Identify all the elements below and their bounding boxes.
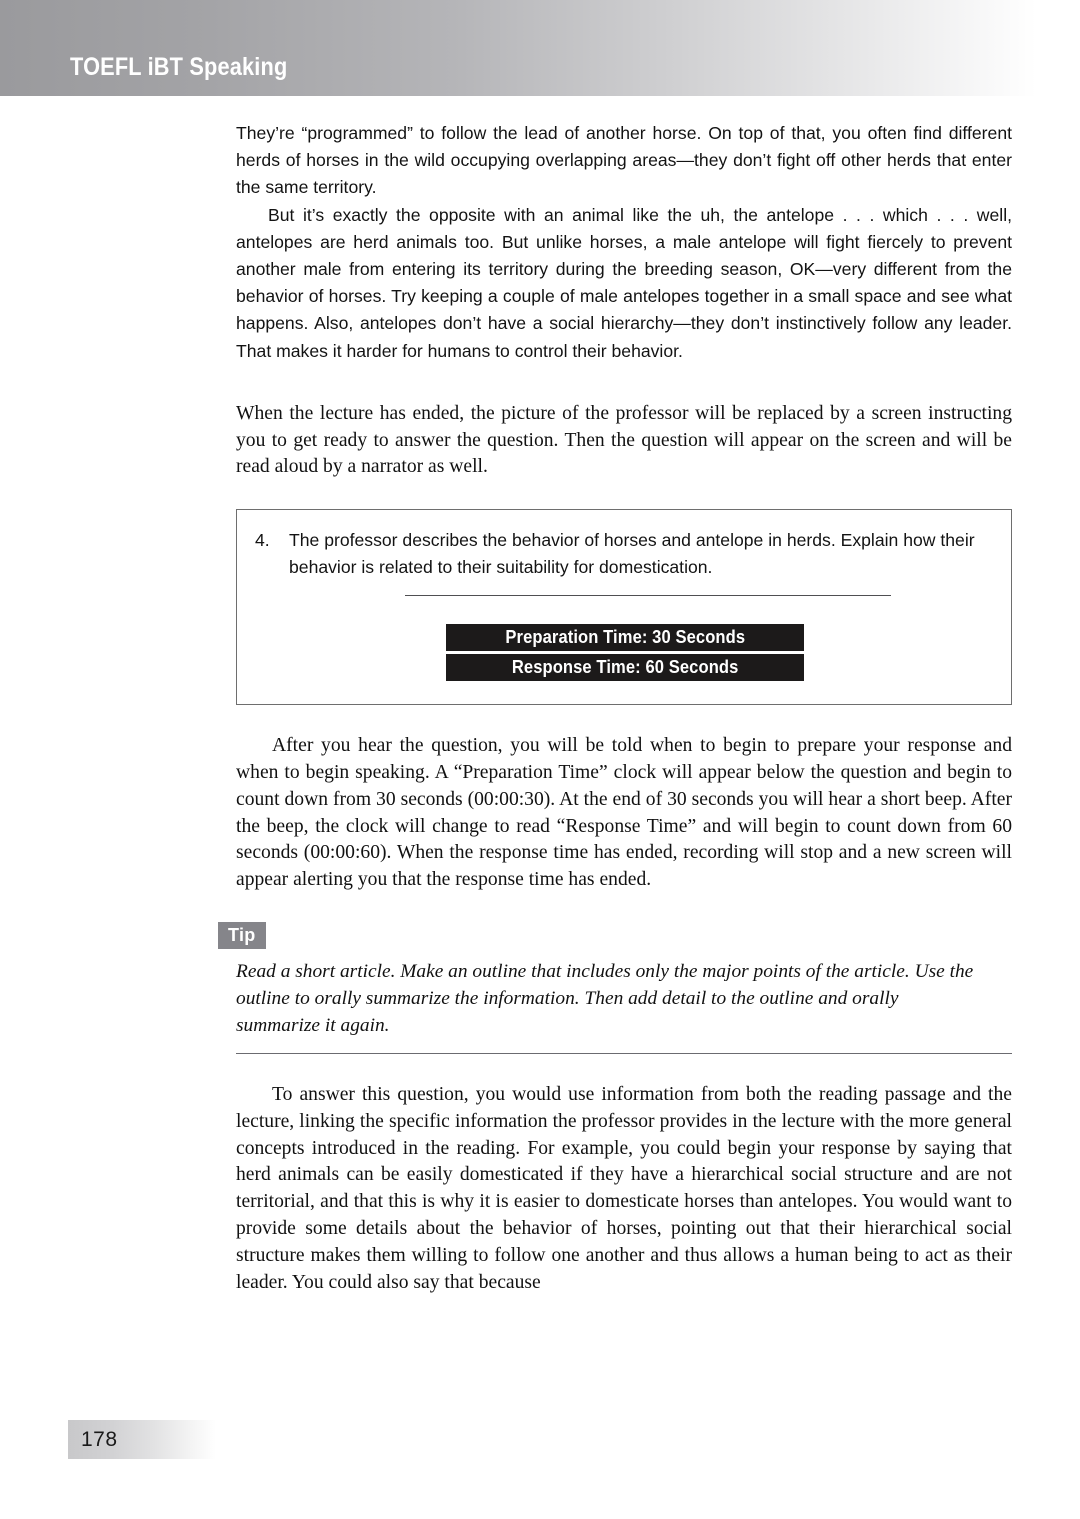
question-number: 4. — [255, 530, 270, 551]
transcript-paragraph: But it’s exactly the opposite with an animal like the uh, the antelope . . . which . . . well, antelopes are herd animals too. But unlike horses, a male antelope will fight fiercely to prevent another male from entering its territory during the breeding season, OK—very different from the behavior of horses. Try keeping a couple of male antelopes together in a small space and see what happens. Also, antelopes don’t have a social hierarchy—they don’t instinctively follow any leader. That makes it harder for humans to control their behavior. — [236, 204, 1012, 361]
body-paragraph-after-question: After you hear the question, you will be told when to begin to prepare your response and when to begin speaking. A “Preparation Time” clock will appear below the question and begin to count down from 30 seconds (00:00:30). At the end of 30 seconds you will hear a short beep. After the beep, the clock will change to read “Response Time” and will begin to count down from 60 seconds (00:00:60). When the response time has ended, recording will stop and a new screen will appear alerting you that the response time has ended. — [236, 735, 1012, 891]
question-box — [236, 509, 1012, 705]
preparation-time-bar — [446, 624, 804, 651]
response-time-label: Response Time: 60 Seconds — [511, 657, 739, 678]
response-time-bar — [446, 654, 804, 681]
body-paragraph-after-transcript: When the lecture has ended, the picture of the professor will be replaced by a screen instructing you to get ready to answer the question. Then the question will appear on the screen and will be read aloud by a narrator as well. — [236, 402, 1012, 478]
spacer — [236, 481, 1012, 509]
spacer — [236, 1054, 1012, 1082]
tip-divider — [236, 1053, 1012, 1054]
page-number: 178 — [81, 1428, 118, 1451]
question-text: The professor describes the behavior of horses and antelope in herds. Explain how their behavior is related to their suitability for domestication. — [289, 530, 975, 578]
lecture-transcript — [236, 120, 1012, 365]
page-number-plate — [68, 1420, 216, 1459]
spacer — [236, 705, 1012, 733]
preparation-time-label: Preparation Time: 30 Seconds — [505, 627, 745, 648]
timing-bars — [446, 624, 804, 681]
page-content — [228, 120, 1012, 1296]
transcript-paragraph: They’re “programmed” to follow the lead of another horse. On top of that, you often find different herds of horses in the wild occupying overlapping areas—they don’t fight off other herds that enter the same territory. — [236, 123, 1012, 198]
spacer — [236, 894, 1012, 922]
tip-text: Read a short article. Make an outline that includes only the major points of the article. Use the outline to orally summarize the information. Then add detail to the outline and orally summarize it again. — [236, 961, 974, 1036]
body-paragraph-final: To answer this question, you would use information from both the reading passage and the lecture, linking the specific information the professor provides in the lecture with the more general concepts introduced in the reading. For example, you could begin your response by saying that herd animals can be easily domesticated if they have a hierarchical social structure and are not territorial, and that this is why it is easier to domesticate horses than antelopes. You would want to provide some details about the behavior of horses, pointing out that their hierarchical social structure makes them willing to follow one another and thus allows a human being to act as their leader. You could also say that because — [236, 1084, 1012, 1293]
page-header-title: TOEFL iBT Speaking — [70, 53, 288, 81]
tip-badge: Tip — [218, 922, 266, 949]
page-header-band — [0, 0, 1080, 96]
spacer — [236, 365, 1012, 401]
question-row — [251, 527, 995, 581]
tip-section — [218, 922, 1012, 1054]
question-divider — [405, 595, 891, 596]
